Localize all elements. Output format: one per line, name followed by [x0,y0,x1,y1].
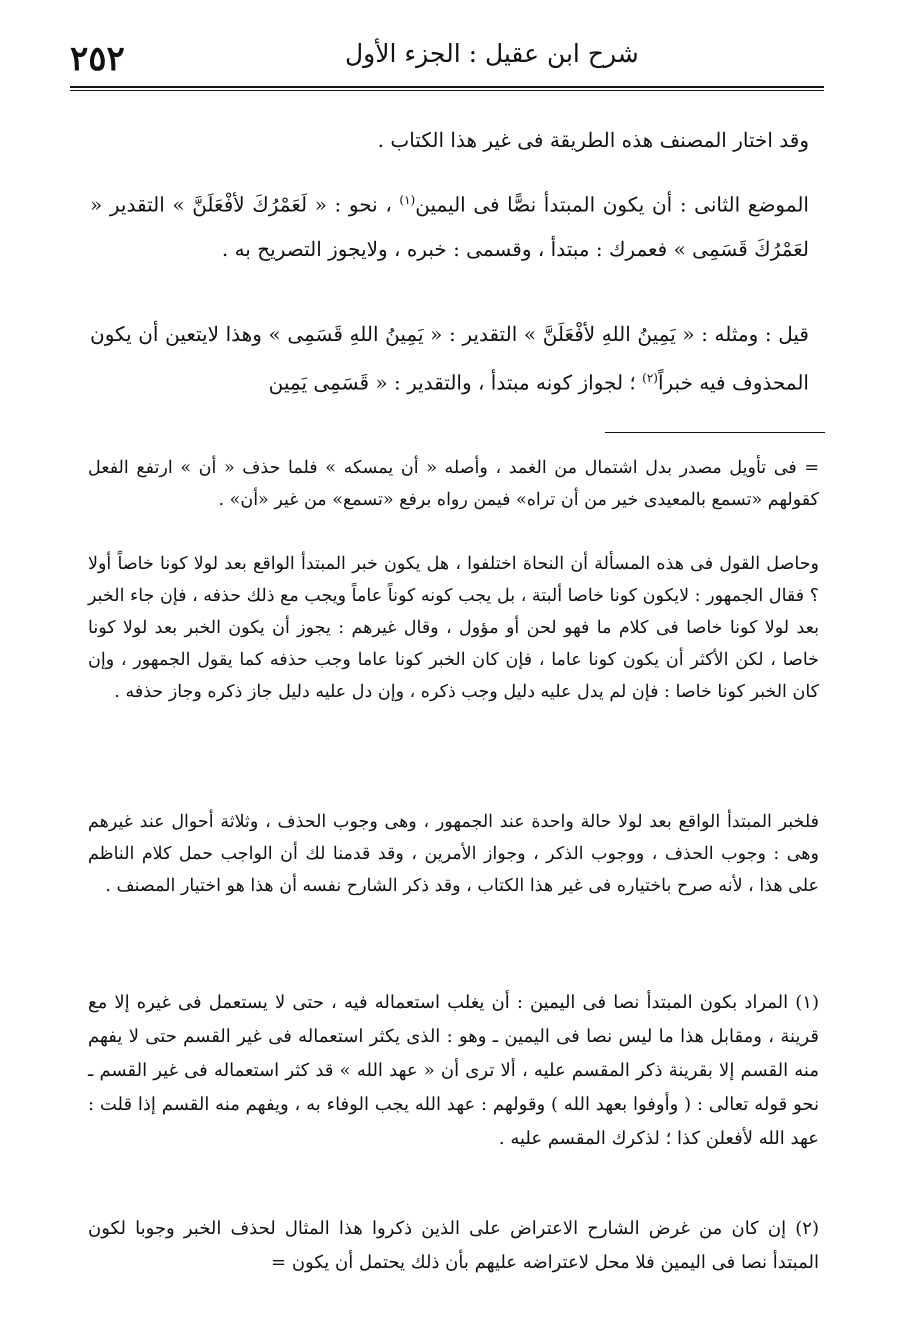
main-paragraph-2 [90,178,809,271]
footnote-mark-2: (٢) [642,371,658,385]
main-paragraph-2-text-end: ، نحو : « لَعَمْرُكَ لأفْعَلَنَّ » التقدير « لعَمْرُكَ قَسَمِى » فعمرك : مبتدأ ، وقسمى : خبره ، ولايجوز التصريح به . [90,192,809,261]
main-paragraph-3-text-end: ؛ لجواز كونه مبتدأ ، والتقدير : « قَسَمِى يَمِين [268,370,643,395]
note-paragraph-conclusion: فلخبر المبتدأ الواقع بعد لولا حالة واحدة عند الجمهور ، وهى وجوب الحذف ، وثلاثة أحوال عند غيرهم وهى : وجوب الحذف ، ووجوب الذكر ، وجواز الأمرين ، وقد قدمنا لك أن الواجب حمل كلام الناظم على هذا ، لأنه صرح باختياره فى غير هذا الكتاب ، وقد ذكر الشارح نفسه أن هذا هو اختيار المصنف . [88,812,819,896]
header-rule-thin [70,90,824,91]
page-number: ٢٥٢ [70,39,125,79]
note-paragraph-summary: وحاصل القول فى هذه المسألة أن النحاة اختلفوا ، هل يكون خبر المبتدأ الواقع بعد لولا كونا خاصاً أولا ؟ فقال الجمهور : لايكون كونا خاصا ألبتة ، بل يجب كونه كوناً عاماً ويجب مع ذلك حذفه ، فإن جاء الخبر بعد لولا كونا خاصا فى كلام ما فهو لحن أو مؤول ، وقال غيرهم : يجوز أن يكون الخبر بعد لولا كونا خاصا ، لكن الأكثر أن يكون كونا عاما ، فإن كان الخبر كونا عاما وجب حذفه كما يقول الجمهور ، وإن كان الخبر كونا خاصا : فإن لم يدل عليه دليل وجب ذكره ، وإن دل عليه دليل جاز ذكره وجاز حذفه . [88,554,819,702]
footnote-mark-1: (١) [399,193,416,207]
main-paragraph-2-text-start: الموضع الثانى : أن يكون المبتدأ نصًّا فى اليمين [415,192,809,217]
continued-note: = فى تأويل مصدر بدل اشتمال من الغمد ، وأصله « أن يمسكه » فلما حذف « أن » ارتفع الفعل كقولهم «تسمع بالمعيدى خير من أن تراه» فيمن رواه برفع «تسمع» من غير «أن» . [88,458,819,510]
footnote-2: (٢) إن كان من غرض الشارح الاعتراض على الذين ذكروا هذا المثال لحذف الخبر وجوبا لكون المبتدأ نصا فى اليمين فلا محل لاعتراضه عليهم بأن ذلك يحتمل أن يكون = [88,1218,819,1273]
main-paragraph-1: وقد اختار المصنف هذه الطريقة فى غير هذا الكتاب . [377,128,809,152]
footnote-1: (١) المراد بكون المبتدأ نصا فى اليمين : أن يغلب استعماله فيه ، حتى لا يستعمل فى غيره إلا مع قرينة ، ومقابل هذا ما ليس نصا فى اليمين ـ وهو : الذى يكثر استعماله فى غير القسم حتى لا يفهم منه القسم إلا بقرينة ذكر المقسم عليه ، ألا ترى أن « عهد الله » قد كثر استعماله فى غير القسم ـ نحو قوله تعالى : ( وأوفوا بعهد الله ) وقولهم : عهد الله يجب الوفاء به ، ويفهم منه القسم إذا قلت : عهد الله لأفعلن كذا ؛ لذكرك المقسم عليه . [88,992,819,1149]
footnote-separator [605,432,825,433]
page-header [70,22,824,80]
main-paragraph-3 [90,312,809,405]
header-rule [70,86,824,88]
running-title: شرح ابن عقيل : الجزء الأول [345,39,639,68]
main-paragraph-3-text-start: قيل : ومثله : « يَمِينُ اللهِ لأفْعَلَنَّ » التقدير : « يَمِينُ اللهِ قَسَمِى » وهذا لايتعين أن يكون المحذوف فيه خبراً [90,322,809,395]
